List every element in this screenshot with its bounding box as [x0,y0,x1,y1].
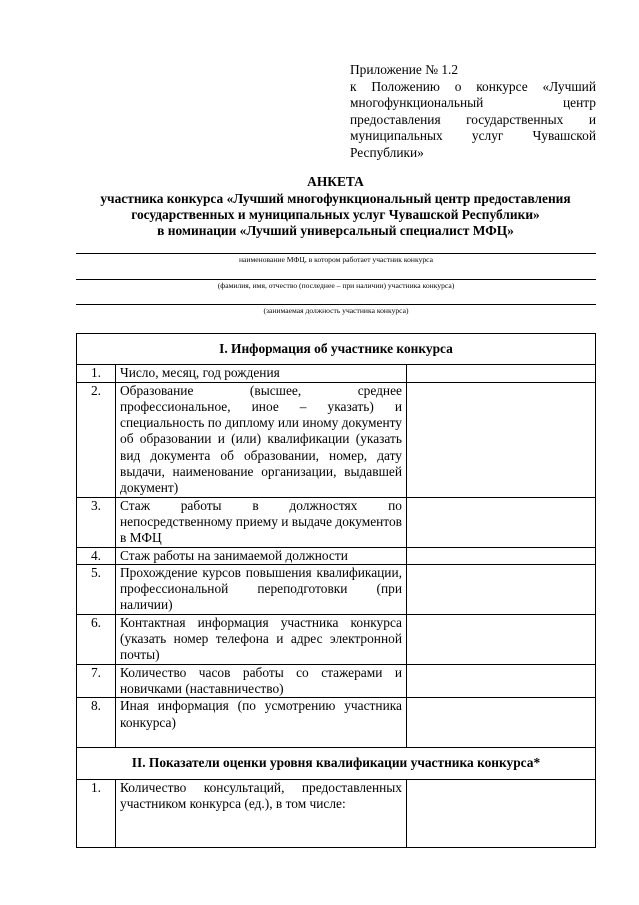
table-row [77,779,596,847]
table-row [77,614,596,664]
row-number: 5. [77,564,116,614]
position-caption: (занимаемая должность участника конкурса) [263,306,409,315]
appendix-line: муниципальных услуг Чувашской [350,128,596,144]
row-label: Образование (высшее, среднее профессиональное, иное – указать) и специальность по диплому или иному документу об образовании и (или) квалификации (указать вид документа об образовании, номер, дату выдачи, наименование организации, выдавшей документ) [116,382,407,497]
row-number: 1. [77,779,116,847]
row-number: 1. [77,365,116,382]
table-row [77,382,596,497]
table-row [77,497,596,547]
form-subtitle-line1: участника конкурса «Лучший многофункциональный центр предоставления [100,191,571,206]
answer-cell[interactable] [407,547,596,564]
row-label: Иная информация (по усмотрению участника конкурса) [116,698,407,748]
form-subtitle-line2: государственных и муниципальных услуг Чувашской Республики» [131,207,540,222]
table-row [77,664,596,698]
table-row [77,698,596,748]
row-number: 2. [77,382,116,497]
appendix-line: многофункциональный центр [350,95,596,111]
row-number: 7. [77,664,116,698]
row-number: 6. [77,614,116,664]
row-label: Стаж работы в должностях по непосредственному приему и выдаче документов в МФЦ [116,497,407,547]
answer-cell[interactable] [407,497,596,547]
answer-cell[interactable] [407,779,596,847]
answer-cell[interactable] [407,382,596,497]
row-number: 4. [77,547,116,564]
appendix-line: Приложение № 1.2 [350,62,459,77]
appendix-line: Республики» [350,144,424,160]
row-label: Число, месяц, год рождения [116,365,407,382]
row-label: Прохождение курсов повышения квалификации, профессиональной переподготовки (при наличии) [116,564,407,614]
table-row [77,365,596,382]
mfc-name-line[interactable] [76,253,596,254]
appendix-line: к Положению о конкурсе «Лучший [350,78,596,94]
appendix-line: предоставления государственных и [350,111,596,127]
answer-cell[interactable] [407,698,596,748]
position-line[interactable] [76,304,596,305]
form-title: АНКЕТА [307,174,364,189]
section2-title: II. Показатели оценки уровня квалификации участника конкурса* [77,748,596,779]
answer-cell[interactable] [407,564,596,614]
full-name-line[interactable] [76,279,596,280]
appendix-block [350,62,596,162]
row-label: Контактная информация участника конкурса (указать номер телефона и адрес электронной почты) [116,614,407,664]
section1-table [76,333,596,848]
answer-cell[interactable] [407,614,596,664]
table-row [77,564,596,614]
mfc-name-caption: наименование МФЦ, в котором работает участник конкурса [238,255,434,264]
answer-cell[interactable] [407,365,596,382]
form-subtitle-line3: в номинации «Лучший универсальный специалист МФЦ» [157,223,514,238]
answer-cell[interactable] [407,664,596,698]
table-row [77,547,596,564]
full-name-caption: (фамилия, имя, отчество (последнее – при наличии) участника конкурса) [217,281,455,290]
row-number: 3. [77,497,116,547]
row-label: Количество консультаций, предоставленных участником конкурса (ед.), в том числе: [116,779,407,847]
row-label: Количество часов работы со стажерами и новичками (наставничество) [116,664,407,698]
row-label: Стаж работы на занимаемой должности [116,547,407,564]
row-number: 8. [77,698,116,748]
section1-title: I. Информация об участнике конкурса [77,334,596,365]
